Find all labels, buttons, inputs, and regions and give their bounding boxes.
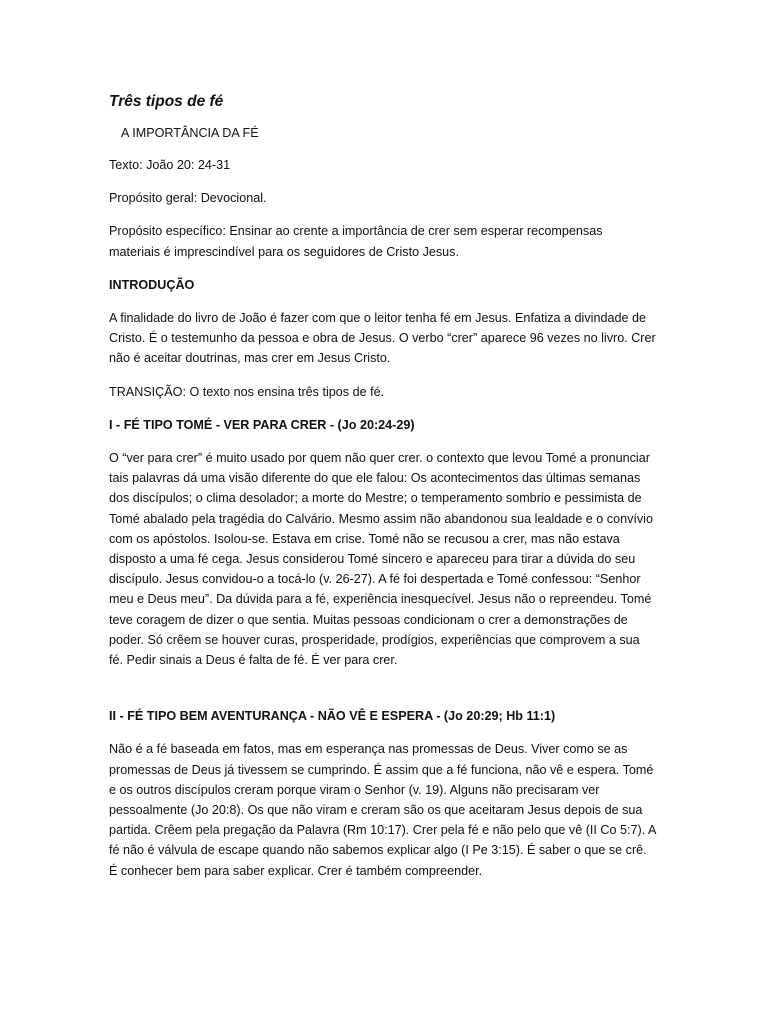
transicao-line: TRANSIÇÃO: O texto nos ensina três tipos de fé. (109, 384, 385, 399)
texto-line: Texto: João 20: 24-31 (109, 158, 231, 172)
introducao-paragraph: A finalidade do livro de João é fazer com que o leitor tenha fé em Jesus. Enfatiza a divindade de Cristo. É o testemunho da pessoa e obra de Jesus. O verbo “crer” aparece 96 vezes no livro. Crer não é aceitar doutrinas, mas crer em Jesus Cristo. (109, 311, 656, 366)
section-spacer (109, 683, 657, 706)
section-1-paragraph: O “ver para crer” é muito usado por quem não quer crer. o contexto que levou Tomé a pronunciar tais palavras dá uma visão diferente do que ele falou: Os acontecimentos das últimas semanas dos discípulos; o clima desolador; a morte do Mestre; o temperamento sombrio e pessimista de Tomé abalado pela tragédia do Calvário. Mesmo assim não abandonou sua lealdade e o convívio com os apóstolos. Isolou-se. Estava em crise. Tomé não se recusou a crer, mas não estava disposto a uma fé cega. Jesus considerou Tomé sincero e apareceu para tirar a dúvida do seu discípulo. Jesus convidou-o a tocá-lo (v. 26-27). A fé foi despertada e Tomé confessou: “Senhor meu e Deus meu”. Da dúvida para a fé, experiência inesquecível. Jesus não o repreendeu. Tomé teve coragem de dizer o que sentia. Muitas pessoas condicionam o crer a demonstrações de poder. Só crêem se houver curas, prosperidade, prodígios, experiências que comprovem a sua fé. Pedir sinais a Deus é falta de fé. É ver para crer. (109, 451, 653, 668)
document-page (109, 92, 657, 894)
proposito-geral: Propósito geral: Devocional. (109, 191, 267, 206)
document-title: Três tipos de fé (109, 93, 224, 110)
introducao-heading: INTRODUÇÃO (109, 277, 195, 292)
document-subtitle: A IMPORTÂNCIA DA FÉ (121, 126, 259, 140)
section-2-paragraph: Não é a fé baseada em fatos, mas em esperança nas promessas de Deus. Viver como se as promessas de Deus já tivessem se cumprindo. É assim que a fé funciona, não vê e espera. Tomé e os outros discípulos creram porque viram o Senhor (v. 19). Alguns não precisaram ver pessoalmente (Jo 20:8). Os que não viram e creram são os que aceitaram Jesus depois de sua partida. Crêem pela pregação da Palavra (Rm 10:17). Crer pela fé e não pelo que vê (II Co 5:7). A fé não é válvula de escape quando não sabemos explicar algo (I Pe 3:15). É saber o que se crê. É conhecer bem para saber explicar. Crer é também compreender. (109, 742, 656, 878)
section-1-heading: I - FÉ TIPO TOMÉ - VER PARA CRER - (Jo 20:24-29) (109, 417, 415, 432)
proposito-especifico: Propósito específico: Ensinar ao crente a importância de crer sem esperar recompensas materiais é imprescindível para os seguidores de Cristo Jesus. (109, 224, 603, 259)
section-2-heading: II - FÉ TIPO BEM AVENTURANÇA - NÃO VÊ E ESPERA - (Jo 20:29; Hb 11:1) (109, 709, 556, 724)
